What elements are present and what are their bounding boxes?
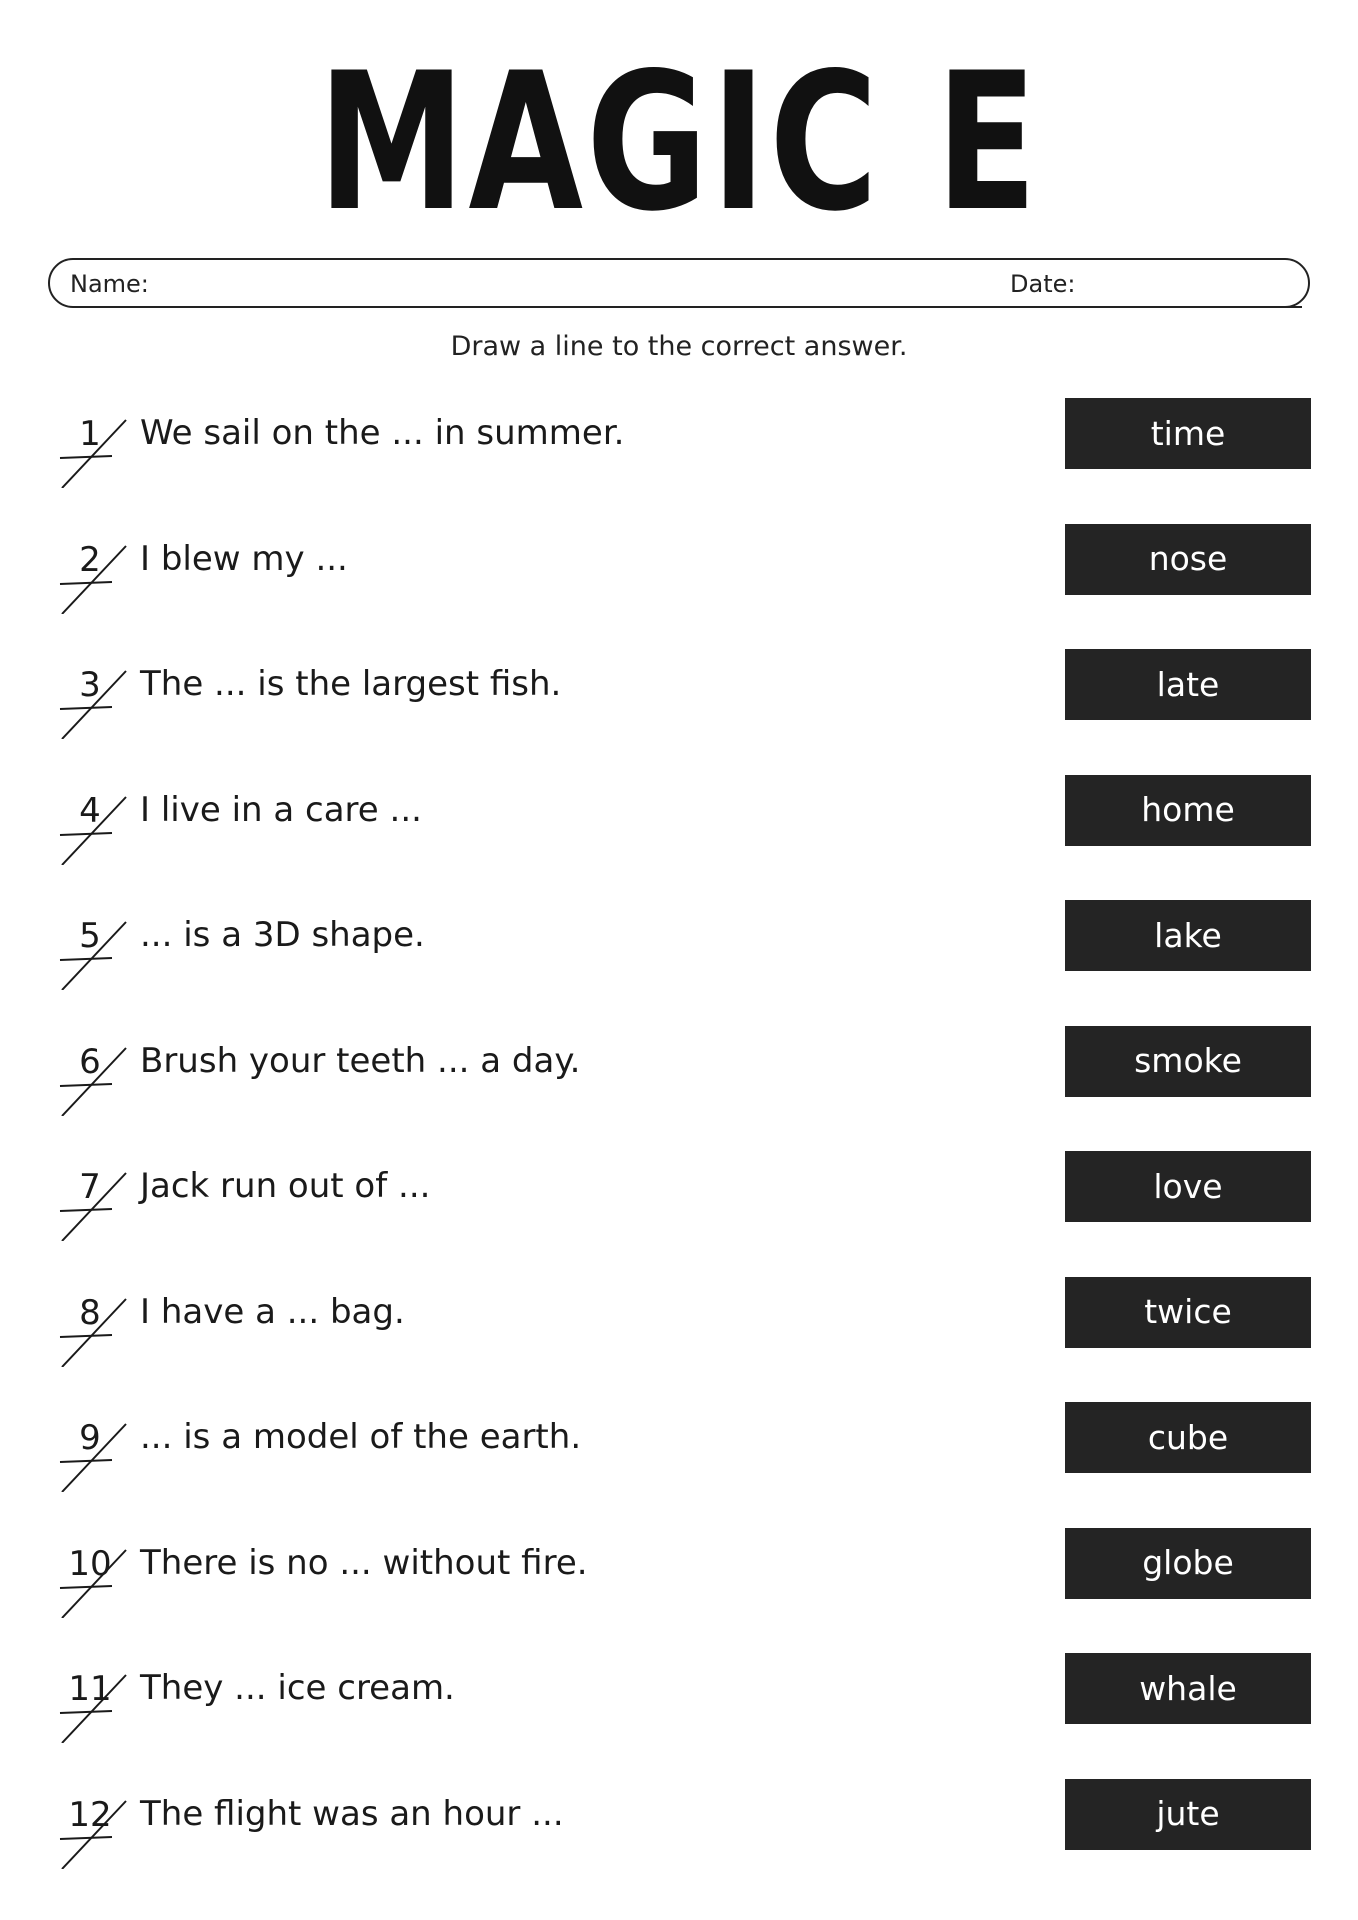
answer-box[interactable]: late (1065, 649, 1311, 720)
question-sentence: ... is a model of the earth. (140, 1417, 582, 1457)
question-sentence: I blew my ... (140, 538, 348, 579)
name-label: Name: (70, 270, 149, 298)
page-title: MAGIC E (317, 32, 1041, 253)
question-number-label: 4 (79, 790, 101, 831)
name-date-bar (48, 258, 1310, 308)
answer-box[interactable]: time (1065, 398, 1311, 469)
answer-box[interactable]: cube (1065, 1402, 1311, 1473)
date-label: Date: (1010, 270, 1076, 298)
answer-box[interactable]: home (1065, 775, 1311, 846)
question-sentence: Brush your teeth ... a day. (140, 1040, 581, 1081)
question-row (0, 1275, 1358, 1401)
question-number (52, 1042, 132, 1116)
question-sentence: I live in a care ... (140, 789, 422, 830)
question-number (52, 414, 132, 488)
instructions: Draw a line to the correct answer. (450, 331, 908, 362)
question-number-label: 8 (79, 1292, 101, 1333)
question-row (0, 1651, 1358, 1777)
answer-box[interactable]: lake (1065, 900, 1311, 971)
question-number-label: 10 (68, 1543, 112, 1584)
question-row (0, 773, 1358, 899)
question-row (0, 898, 1358, 1024)
question-row (0, 647, 1358, 773)
question-number (52, 665, 132, 739)
question-row (0, 1526, 1358, 1652)
question-number (52, 1795, 132, 1869)
question-list (0, 396, 1358, 1902)
question-number (52, 1669, 132, 1743)
answer-box[interactable]: love (1065, 1151, 1311, 1222)
question-sentence: The ... is the largest fish. (140, 664, 562, 704)
question-number-label: 12 (68, 1794, 112, 1835)
question-number-label: 6 (79, 1041, 101, 1082)
question-number (52, 540, 132, 614)
question-sentence: Jack run out of ... (140, 1166, 431, 1206)
answer-box[interactable]: jute (1065, 1779, 1311, 1850)
answer-box[interactable]: twice (1065, 1277, 1311, 1348)
question-row (0, 1400, 1358, 1526)
question-sentence: They ... ice cream. (140, 1668, 455, 1708)
question-number (52, 791, 132, 865)
question-sentence: ... is a 3D shape. (140, 915, 425, 955)
answer-box[interactable]: nose (1065, 524, 1311, 595)
question-row (0, 1777, 1358, 1903)
question-number-label: 5 (79, 916, 101, 956)
question-number-label: 2 (79, 539, 101, 580)
question-sentence: There is no ... without fire. (140, 1542, 588, 1583)
question-number (52, 1293, 132, 1367)
question-row (0, 1149, 1358, 1275)
question-number (52, 1167, 132, 1241)
name-write-line-extension (402, 306, 1302, 308)
question-number (52, 1418, 132, 1492)
question-number (52, 1544, 132, 1618)
question-number (52, 916, 132, 990)
question-sentence: We sail on the ... in summer. (140, 413, 625, 453)
name-write-line[interactable] (160, 306, 398, 308)
question-sentence: I have a ... bag. (140, 1291, 405, 1332)
answer-box[interactable]: whale (1065, 1653, 1311, 1724)
question-number-label: 3 (79, 665, 101, 705)
question-number-label: 9 (79, 1418, 101, 1458)
question-row (0, 396, 1358, 522)
question-number-label: 7 (79, 1167, 101, 1207)
question-sentence: The flight was an hour ... (140, 1793, 564, 1834)
question-row (0, 1024, 1358, 1150)
question-number-label: 11 (68, 1669, 112, 1709)
answer-box[interactable]: globe (1065, 1528, 1311, 1599)
question-number-label: 1 (79, 414, 101, 454)
answer-box[interactable]: smoke (1065, 1026, 1311, 1097)
question-row (0, 522, 1358, 648)
